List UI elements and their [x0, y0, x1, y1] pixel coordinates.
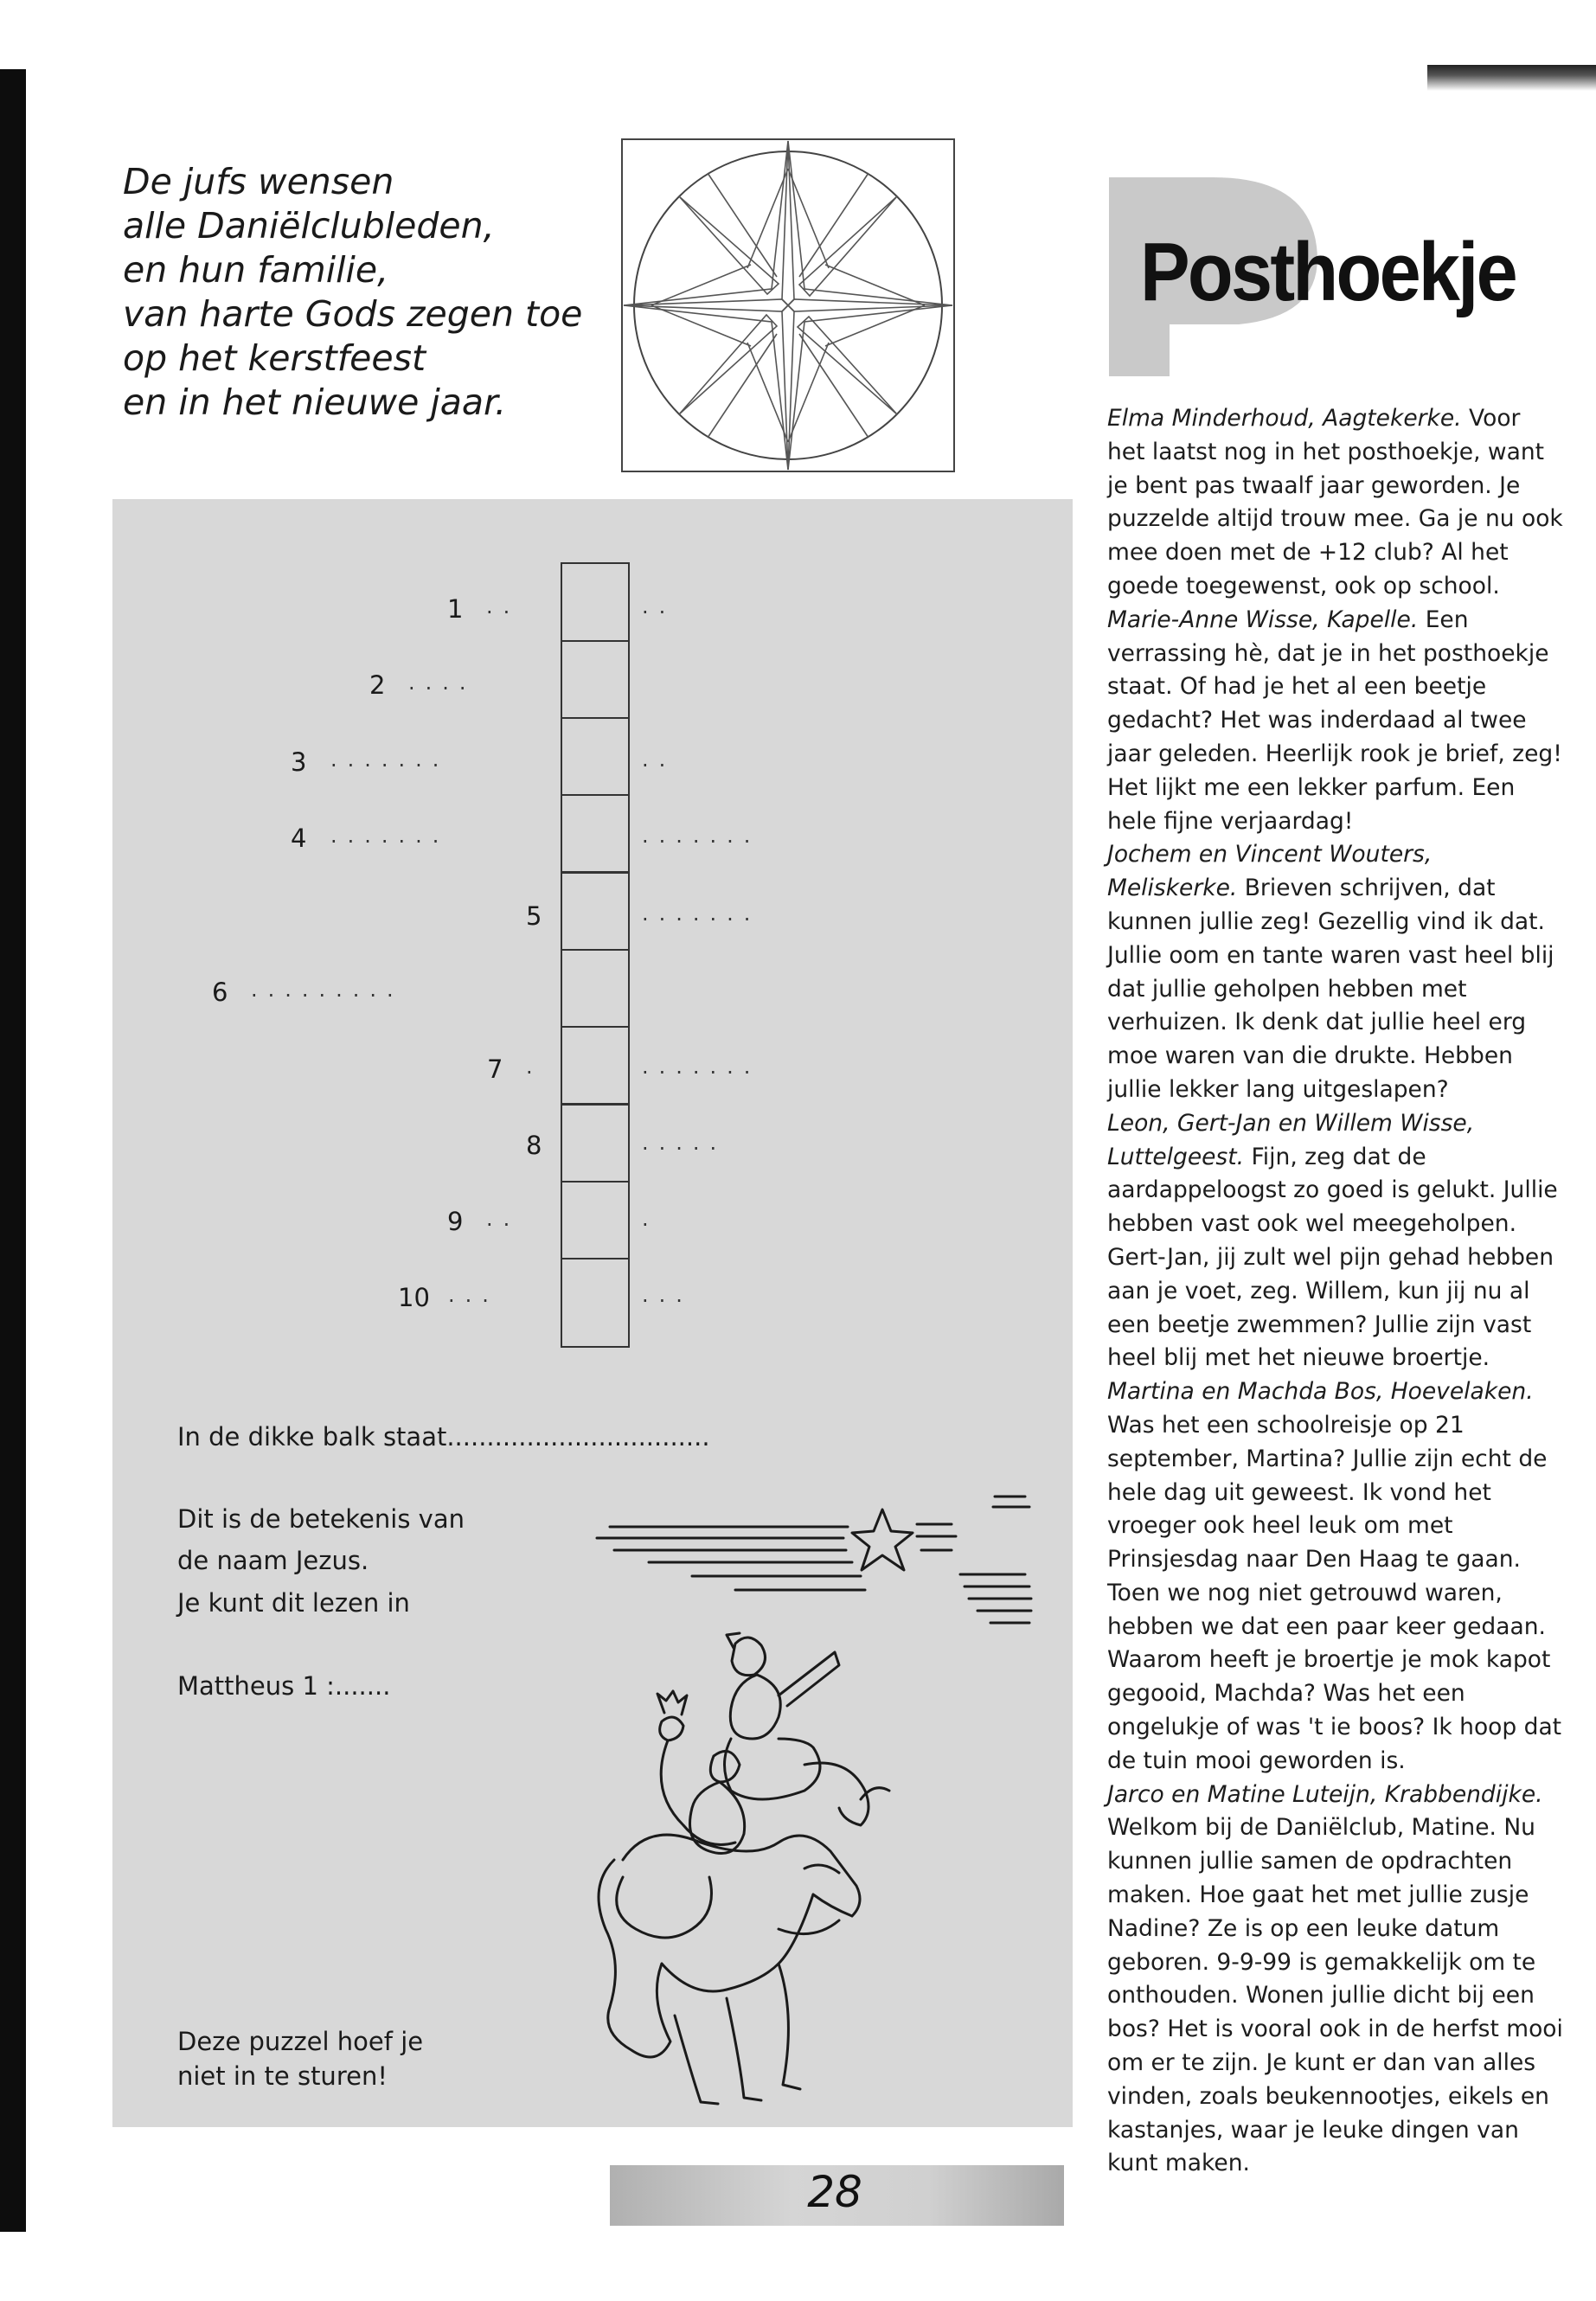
answer-line: In de dikke balk staat.................................: [177, 1422, 710, 1452]
letter-reply: Brieven schrijven, dat kunnen jullie zeg! Gezellig vind ik dat. Jullie oom en tante waren vast heel blij dat jullie geholpen hebben met verhuizen. Ik denk dat jullie heel erg moe waren van die drukte. Hebben jullie lekker lang uitgeslapen?: [1107, 875, 1554, 1103]
posthoekje-title: Posthoekje: [1140, 226, 1516, 318]
scan-edge-shadow: [1427, 65, 1596, 91]
clue-dots-right: .....: [642, 1131, 727, 1155]
row-number: 6: [212, 977, 228, 1007]
clue-dots-left: .: [526, 1054, 543, 1079]
clue-dots-left: .......: [330, 747, 450, 772]
scan-edge-bar: [0, 69, 26, 2232]
clue-dots-right: ..: [642, 594, 676, 619]
grid-cell[interactable]: [561, 1258, 630, 1348]
note-line: Deze puzzel hoef je: [177, 2027, 424, 2056]
letter-reply: Voor het laatst nog in het posthoekje, want je bent pas twaalf jaar geworden. Je puzzelde altijd trouw mee. Ga je nu ook mee doen met de +12 club? Al het goede toegewenst, ook op school.: [1107, 405, 1563, 599]
clue-dots-right: .......: [642, 901, 761, 926]
row-number: 7: [487, 1054, 503, 1084]
row-number: 3: [291, 747, 307, 777]
letter-entry: [1107, 1375, 1564, 1779]
grid-cell[interactable]: [561, 562, 630, 642]
row-number: 2: [369, 670, 386, 700]
letter-entry: [1107, 1107, 1564, 1375]
grid-cell[interactable]: [561, 640, 630, 719]
posthoekje-letters: [1107, 402, 1564, 2181]
greeting-line: en hun familie,: [123, 249, 389, 291]
letter-reply: Was het een schoolreisje op 21 september, Martina? Jullie zijn echt de hele dag uit geweest. Ik vond het vroeger ook heel leuk om met Prinsjesdag naar Den Haag te gaan. Toen we nog niet getrouwd waren, hebben we dat een paar keer gedaan. Waarom heeft je broertje je mok kapot gegooid, Machda? Was het een ongelukje of was 't ie boos? Ik hoop dat de tuin mooi geworden is.: [1107, 1411, 1562, 1774]
clue-dots-right: .......: [642, 1054, 761, 1079]
grid-cell[interactable]: [561, 949, 630, 1028]
grid-cell[interactable]: [561, 872, 630, 951]
letter-entry: [1107, 402, 1564, 604]
clue-dots-left: ..: [486, 594, 521, 619]
greeting-line: van harte Gods zegen toe: [123, 293, 583, 335]
greeting-line: en in het nieuwe jaar.: [123, 381, 507, 423]
letter-entry: [1107, 1779, 1564, 2182]
clue-dots-right: ..: [642, 747, 676, 772]
grid-cell[interactable]: [561, 717, 630, 796]
meaning-line: Dit is de betekenis van: [177, 1504, 465, 1534]
clue-dots-right: .: [642, 1207, 659, 1231]
meaning-line: de naam Jezus.: [177, 1546, 369, 1575]
row-number: 4: [291, 824, 307, 853]
greeting-line: alle Daniëlclubleden,: [123, 205, 495, 247]
bible-reference: Mattheus 1 :.......: [177, 1671, 391, 1701]
clue-dots-right: ...: [642, 1283, 693, 1307]
grid-cell[interactable]: [561, 1026, 630, 1105]
grid-cell[interactable]: [561, 1181, 630, 1259]
wise-men-on-camels-drawing: [519, 1479, 1055, 2119]
row-number: 1: [447, 594, 464, 624]
letter-sender: Jarco en Matine Luteijn, Krabbendijke.: [1107, 1780, 1543, 1808]
grid-cell[interactable]: [561, 794, 630, 873]
letter-sender: Marie-Anne Wisse, Kapelle.: [1107, 606, 1419, 633]
row-number: 5: [526, 901, 542, 931]
greeting-line: op het kerstfeest: [123, 337, 426, 379]
letter-reply: Een verrassing hè, dat je in het posthoekje staat. Of had je het al een beetje gedacht? Het was inderdaad al twee jaar geleden. Heerlijk rook je brief, zeg! Het lijkt me een lekker parfum. Een hele fijne verjaardag!: [1107, 606, 1562, 835]
row-number: 10: [398, 1283, 430, 1312]
letter-sender: Jochem en Vincent Wouters, Meliskerke.: [1107, 841, 1433, 902]
letter-sender: Martina en Machda Bos, Hoevelaken.: [1107, 1378, 1534, 1406]
letter-sender: Elma Minderhoud, Aagtekerke.: [1107, 405, 1462, 432]
letter-entry: [1107, 604, 1564, 839]
clue-dots-left: ...: [448, 1283, 499, 1307]
puzzle-note: [177, 2024, 423, 2093]
clue-dots-right: .......: [642, 824, 761, 848]
clue-dots-left: ....: [408, 670, 477, 695]
letter-reply: Fijn, zeg dat de aardappeloogst zo goed is gelukt. Jullie hebben vast ook wel meegeholpen. Gert-Jan, jij zult wel pijn gehad hebben aan je voet, zeg. Willem, kun jij nu al een beetje zwemmen? Jullie zijn vast heel blij met het nieuwe broertje.: [1107, 1143, 1558, 1372]
letter-reply: Welkom bij de Daniëlclub, Matine. Nu kunnen jullie samen de opdrachten maken. Hoe gaat het met jullie zusje Nadine? Ze is op een leuke datum geboren. 9-9-99 is gemakkelijk om te onthouden. Wonen jullie dicht bij een bos? Het is vooral ook in de herfst mooi om er te zijn. Je kunt er dan van alles vinden, zoals beukennootjes, eikels en kastanjes, waar je leuke dingen van kunt maken.: [1107, 1814, 1563, 2177]
row-number: 9: [447, 1207, 464, 1236]
clue-dots-left: .........: [251, 977, 404, 1002]
clue-dots-left: ..: [486, 1207, 521, 1231]
meaning-text: [177, 1498, 465, 1581]
letter-entry: [1107, 838, 1564, 1106]
christmas-greeting: [123, 160, 607, 425]
row-number: 8: [526, 1131, 542, 1160]
compass-star-illustration: [621, 138, 955, 472]
page-number: 28: [807, 2167, 862, 2217]
note-line: niet in te sturen!: [177, 2061, 388, 2091]
clue-dots-left: .......: [330, 824, 450, 848]
read-in-text: Je kunt dit lezen in: [177, 1588, 410, 1618]
letter-sender: Leon, Gert-Jan en Willem Wisse, Luttelgeest.: [1107, 1109, 1475, 1170]
grid-cell[interactable]: [561, 1104, 630, 1183]
greeting-line: De jufs wensen: [123, 161, 394, 202]
